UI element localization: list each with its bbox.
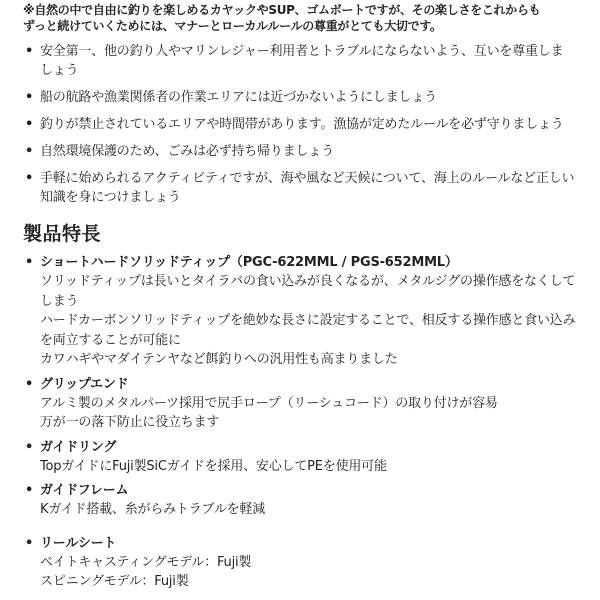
feature-description	[23, 553, 588, 592]
section-title: 製品特長	[23, 223, 102, 245]
feature-line: カワハギやマダイテンヤなど餌釣りへの汎用性も高まりました	[40, 352, 398, 367]
bullet-icon: •	[25, 255, 34, 270]
feature-line: を両立することが可能に	[40, 332, 181, 348]
feature-line: Kガイド搭載、糸がらみトラブルを軽減	[40, 502, 266, 517]
bullet-icon: •	[25, 44, 34, 59]
feature-description	[23, 457, 588, 477]
rule-text: 知識を身につけましょう	[40, 190, 181, 205]
bullet-icon: •	[25, 535, 34, 551]
intro-line: ずっと続けていくためには、マナーとローカルルールの尊重がとても大切です。	[23, 19, 442, 33]
feature-item	[23, 534, 588, 592]
bullet-icon: •	[25, 144, 34, 159]
feature-title-text: ショートハードソリッドティップ（PGC-622MML / PGS-652MML）	[40, 255, 458, 270]
feature-title	[23, 534, 588, 553]
rule-item	[23, 142, 588, 161]
rule-item	[23, 115, 588, 134]
bullet-icon: •	[25, 90, 34, 105]
rule-text: 手軽に始められるアクティビティですが、海や風など天候について、海上のルールなど正しい	[40, 171, 575, 186]
bullet-icon: •	[25, 439, 34, 455]
feature-title-text: グリップエンド	[40, 376, 129, 392]
feature-line: スピニングモデル：Fuji製	[40, 574, 189, 589]
feature-title-text: ガイドフレーム	[40, 483, 129, 498]
feature-item	[23, 375, 588, 433]
rule-text: 釣りが禁止されているエリアや時間帯があります。漁協が定めたルールを必ず守りましょう	[40, 117, 564, 132]
feature-title	[23, 253, 588, 272]
bullet-icon: •	[25, 117, 34, 132]
rule-item	[23, 169, 588, 207]
feature-line: ベイトキャスティングモデル：Fuji製	[40, 554, 252, 570]
feature-line: 万が一の落下防止に役立ちます	[40, 415, 220, 430]
rule-text: 船の航路や漁業関係者の作業エリアには近づかないようにしましょう	[40, 90, 437, 105]
feature-line: TopガイドにFuji製SiCガイドを採用、安心してPEを使用可能	[40, 458, 387, 474]
feature-title-text: リールシート	[40, 535, 117, 551]
feature-line: アルミ製のメタルパーツ採用で尻手ロープ（リーシュコード）の取り付けが容易	[40, 395, 498, 411]
bullet-icon: •	[25, 376, 34, 392]
feature-line: しまう	[40, 293, 79, 309]
feature-title	[23, 438, 588, 457]
rule-text: しょう	[40, 63, 79, 78]
features-list	[23, 253, 588, 592]
rule-item	[23, 88, 588, 107]
feature-title	[23, 481, 588, 500]
rule-text: 自然環境保護のため、ごみは必ず持ち帰りましょう	[40, 144, 334, 159]
feature-item	[23, 253, 588, 370]
feature-item	[23, 481, 588, 520]
intro-notice	[23, 0, 588, 34]
manner-rules-list	[23, 42, 588, 207]
bullet-icon: •	[25, 171, 34, 186]
feature-line: ソリッドティップは長いとタイラバの食い込みが良くなるが、メタルジグの操作感をなくして	[40, 274, 576, 289]
rule-text: 安全第一、他の釣り人やマリンレジャー利用者とトラブルにならないよう、互いを尊重しま	[40, 44, 564, 59]
intro-line: ※自然の中で自由に釣りを楽しめるカヤックやSUP、ゴムボートですが、その楽しさをこれからも	[23, 3, 541, 17]
feature-description	[23, 394, 588, 433]
feature-title-text: ガイドリング	[40, 439, 117, 455]
feature-description	[23, 272, 588, 370]
feature-line: ハードカーボンソリッドティップを絶妙な長さに設定することで、相反する操作感と食い込み	[40, 313, 576, 328]
feature-title	[23, 375, 588, 394]
bullet-icon: •	[25, 483, 34, 498]
feature-item	[23, 438, 588, 477]
feature-description	[23, 500, 588, 520]
rule-item	[23, 42, 588, 80]
